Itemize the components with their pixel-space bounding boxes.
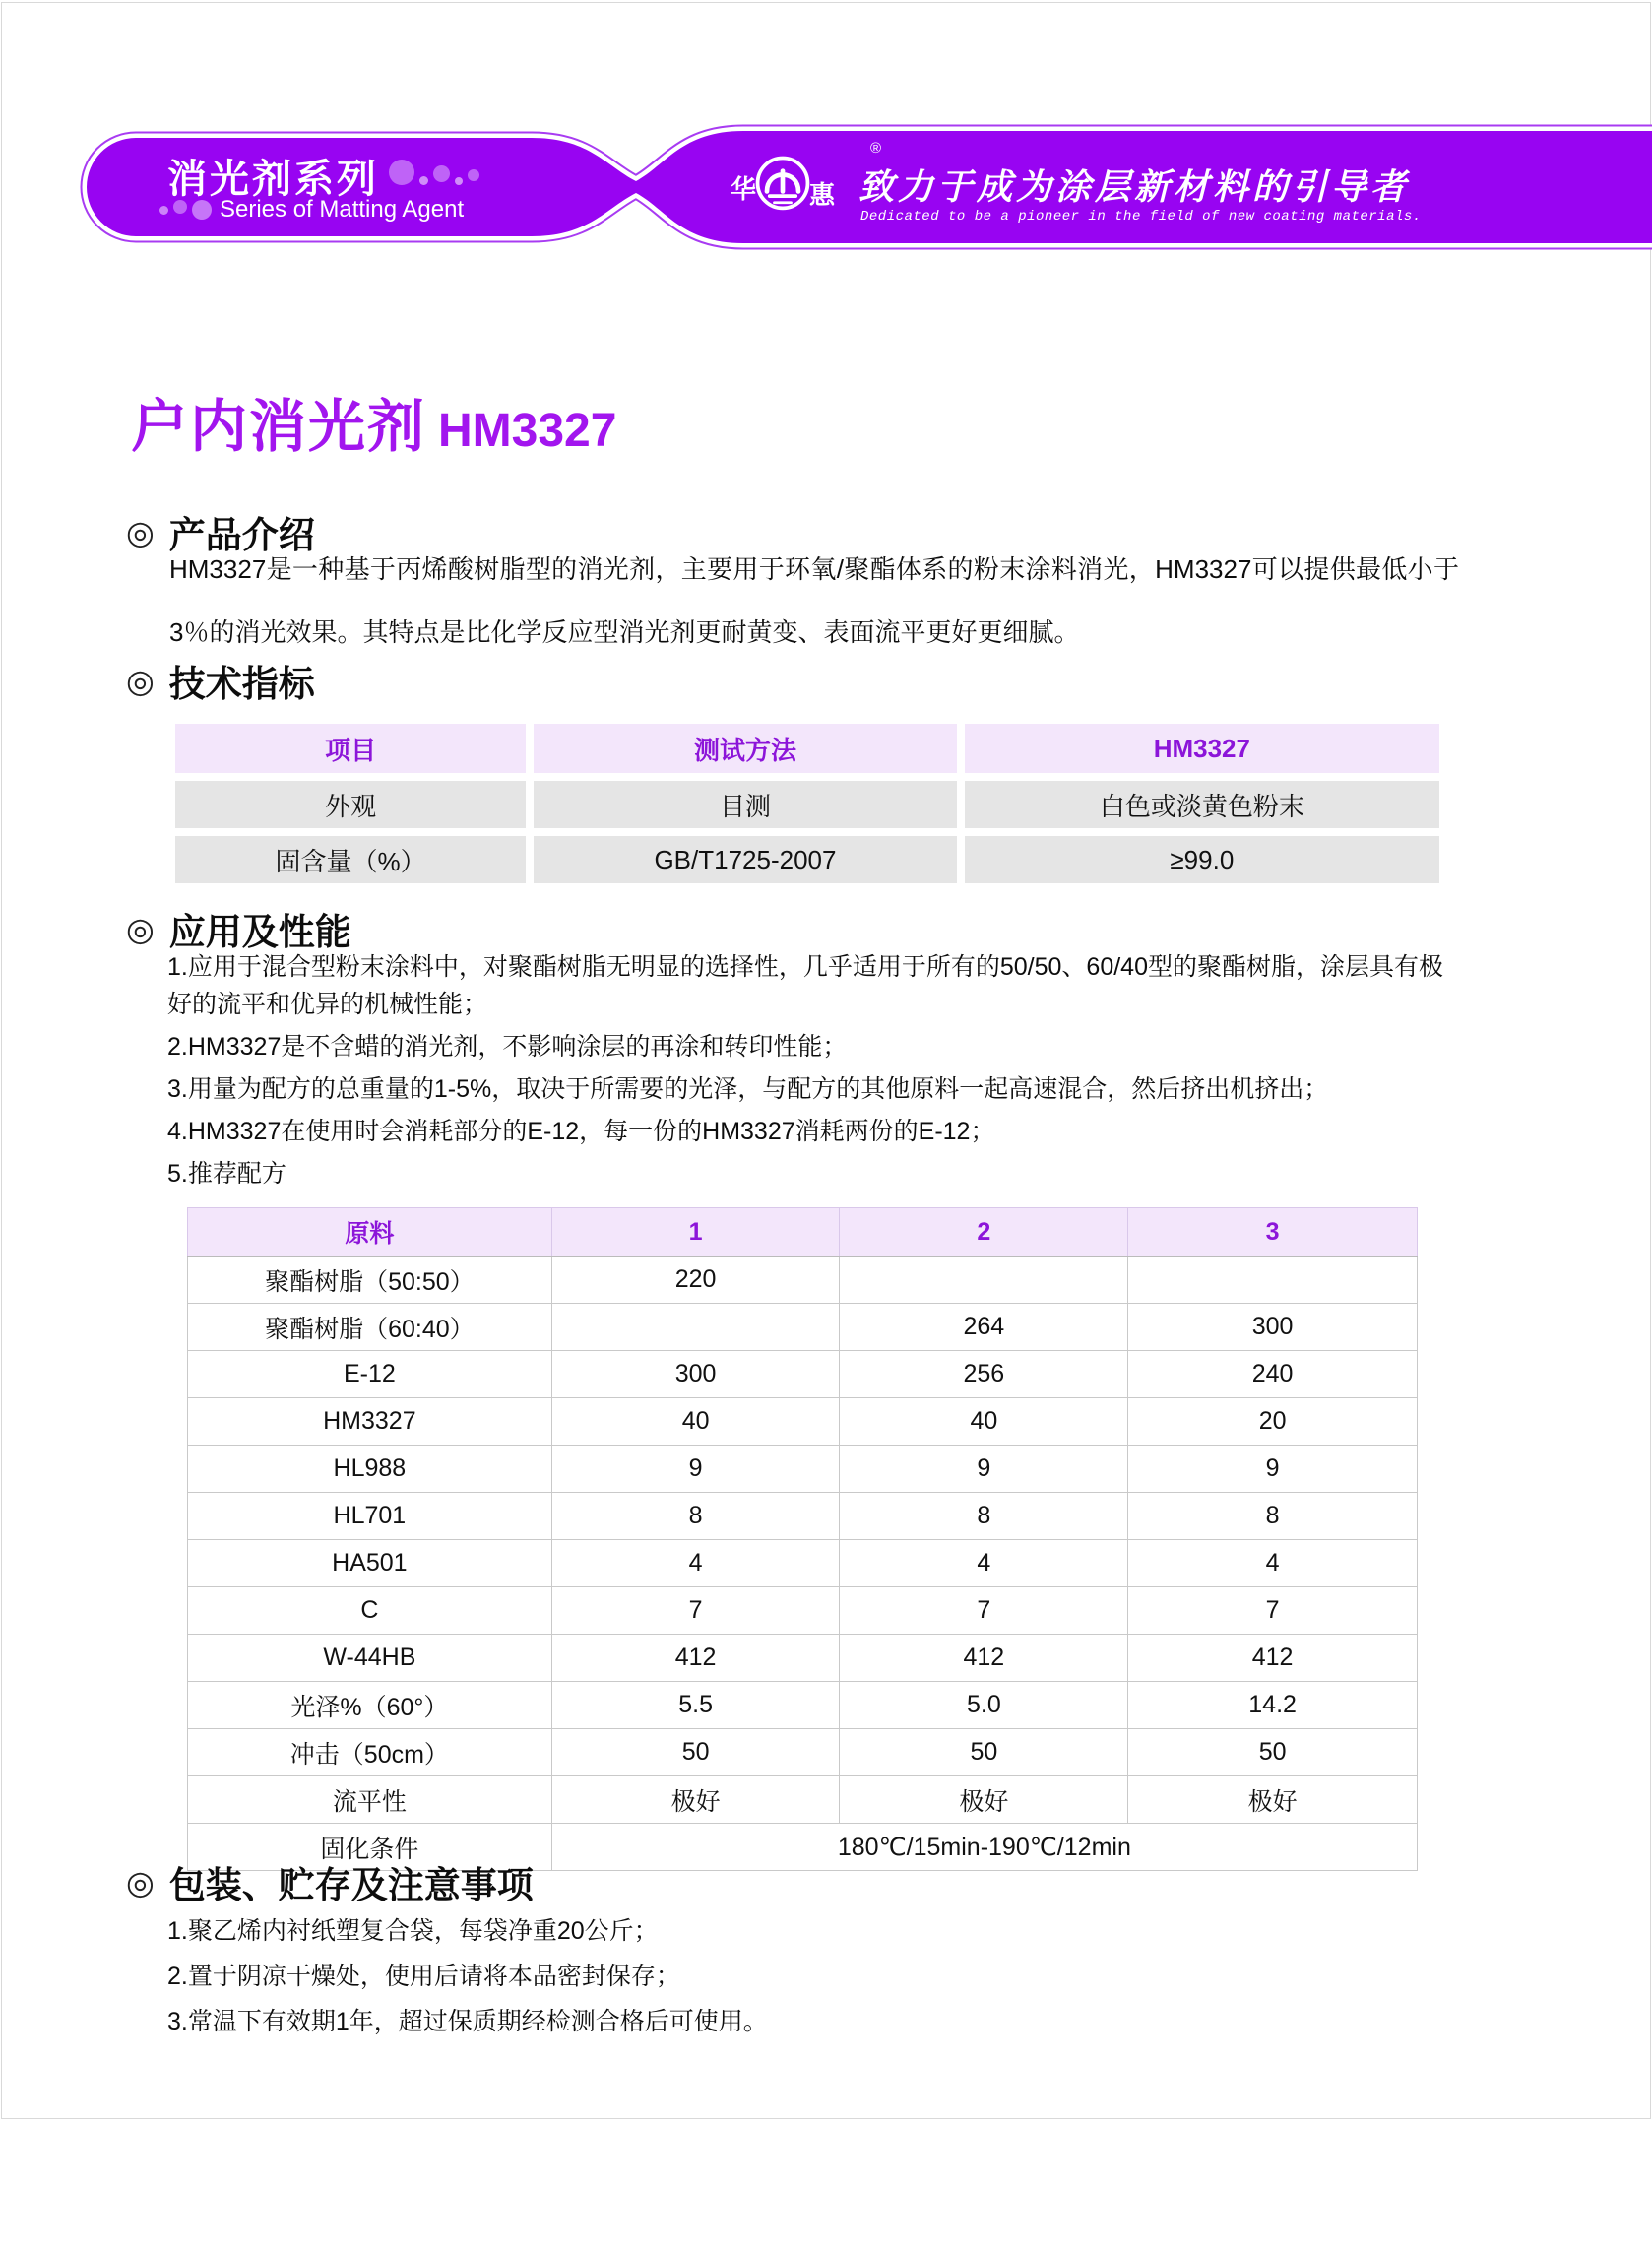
product-type: 户内消光剂 bbox=[131, 395, 427, 459]
product-code: HM3327 bbox=[438, 405, 617, 457]
table-cell: 聚酯树脂（60:40） bbox=[188, 1304, 552, 1351]
section-title: 技术指标 bbox=[168, 664, 315, 704]
specs-table bbox=[167, 716, 1447, 891]
table-cell: 9 bbox=[1128, 1446, 1418, 1493]
table-header-row bbox=[188, 1208, 1418, 1257]
intro-paragraph: HM3327是一种基于丙烯酸树脂型的消光剂，主要用于环氧/聚酯体系的粉末涂料消光，HM3327可以提供最低小于3％的消光效果。其特点是比化学反应型消光剂更耐黄变、表面流平更好更细腻。 bbox=[169, 554, 1459, 647]
section-title: 产品介绍 bbox=[168, 515, 315, 555]
table-row bbox=[188, 1776, 1418, 1824]
table-cell: 4 bbox=[1128, 1540, 1418, 1587]
section-bullet-icon: ◎ bbox=[126, 513, 155, 550]
table-cell: 7 bbox=[1128, 1587, 1418, 1635]
table-cell: 20 bbox=[1128, 1398, 1418, 1446]
section-bullet-icon: ◎ bbox=[126, 910, 155, 947]
column-header: 测试方法 bbox=[534, 724, 956, 773]
list-item: 2.HM3327是不含蜡的消光剂，不影响涂层的再涂和转印性能； bbox=[167, 1033, 848, 1061]
table-cell: 40 bbox=[840, 1398, 1128, 1446]
slogan-cn: 致力于成为涂层新材料的引导者 bbox=[858, 166, 1411, 208]
formula-table-body bbox=[188, 1257, 1418, 1824]
table-cell: 8 bbox=[1128, 1493, 1418, 1540]
series-subtitle: Series of Matting Agent bbox=[220, 196, 465, 223]
section-bullet-icon: ◎ bbox=[126, 1863, 155, 1901]
table-row bbox=[188, 1493, 1418, 1540]
table-cell: 256 bbox=[840, 1351, 1128, 1398]
dot bbox=[173, 200, 187, 214]
dot bbox=[455, 177, 463, 185]
molecule-dots-icon bbox=[389, 166, 479, 185]
table-row bbox=[188, 1682, 1418, 1729]
table-cell: 4 bbox=[840, 1540, 1128, 1587]
table-cell: HA501 bbox=[188, 1540, 552, 1587]
table-cell: 180℃/15min-190℃/12min bbox=[551, 1824, 1417, 1871]
table-cell: 冲击（50cm） bbox=[188, 1729, 552, 1776]
dot bbox=[389, 160, 414, 185]
section-heading-application bbox=[126, 902, 351, 955]
series-title: 消光剂系列 bbox=[167, 158, 379, 201]
table-cell: 聚酯树脂（50:50） bbox=[188, 1257, 552, 1304]
page-title bbox=[131, 380, 616, 463]
table-row bbox=[188, 1540, 1418, 1587]
table-row bbox=[188, 1304, 1418, 1351]
dot bbox=[433, 165, 450, 182]
table-cell: W-44HB bbox=[188, 1635, 552, 1682]
formula-table-head bbox=[188, 1208, 1418, 1257]
table-cell: 264 bbox=[840, 1304, 1128, 1351]
column-header: 2 bbox=[840, 1208, 1128, 1257]
table-cell: 8 bbox=[551, 1493, 840, 1540]
section-bullet-icon: ◎ bbox=[126, 662, 155, 699]
slogan-en: Dedicated to be a pioneer in the field of new coating materials. bbox=[860, 209, 1422, 225]
table-cell: HL701 bbox=[188, 1493, 552, 1540]
molecule-dots-icon bbox=[159, 200, 212, 220]
specs-table-body bbox=[175, 781, 1439, 883]
table-cell: 5.5 bbox=[551, 1682, 840, 1729]
table-cell: GB/T1725-2007 bbox=[534, 836, 956, 883]
series-subtitle-group bbox=[159, 196, 464, 224]
column-header: 3 bbox=[1128, 1208, 1418, 1257]
dot bbox=[419, 176, 428, 185]
table-cell bbox=[840, 1257, 1128, 1304]
table-cell: 5.0 bbox=[840, 1682, 1128, 1729]
table-cell: 白色或淡黄色粉末 bbox=[965, 781, 1439, 828]
table-row bbox=[188, 1446, 1418, 1493]
logo-char-left: 华 bbox=[731, 174, 757, 204]
table-row bbox=[175, 836, 1439, 883]
table-header-row bbox=[175, 724, 1439, 773]
table-cell: 固化条件 bbox=[188, 1824, 552, 1871]
table-cell: 目测 bbox=[534, 781, 956, 828]
table-cell: 412 bbox=[840, 1635, 1128, 1682]
table-cell: 220 bbox=[551, 1257, 840, 1304]
table-row bbox=[188, 1351, 1418, 1398]
table-cell: 7 bbox=[551, 1587, 840, 1635]
table-cell: 光泽%（60°） bbox=[188, 1682, 552, 1729]
table-row bbox=[175, 781, 1439, 828]
table-row bbox=[188, 1729, 1418, 1776]
list-item: 3.常温下有效期1年，超过保质期经检测合格后可使用。 bbox=[167, 2008, 768, 2035]
list-item: 1.聚乙烯内衬纸塑复合袋，每袋净重20公斤； bbox=[167, 1917, 659, 1945]
column-header: HM3327 bbox=[965, 724, 1439, 773]
registered-mark: ® bbox=[870, 140, 882, 157]
table-cell: ≥99.0 bbox=[965, 836, 1439, 883]
table-cell: 412 bbox=[1128, 1635, 1418, 1682]
formula-table bbox=[187, 1207, 1418, 1871]
dot bbox=[159, 206, 168, 215]
table-cell: 7 bbox=[840, 1587, 1128, 1635]
dot bbox=[468, 169, 479, 181]
table-cell: 40 bbox=[551, 1398, 840, 1446]
column-header: 1 bbox=[551, 1208, 840, 1257]
table-cell: 50 bbox=[551, 1729, 840, 1776]
table-cell: 50 bbox=[840, 1729, 1128, 1776]
packaging-list bbox=[167, 1908, 768, 2044]
logo-char-right: 惠 bbox=[809, 180, 836, 210]
table-cell: 412 bbox=[551, 1635, 840, 1682]
table-cell bbox=[551, 1304, 840, 1351]
table-cell: 固含量（%） bbox=[175, 836, 526, 883]
section-title: 包装、贮存及注意事项 bbox=[168, 1865, 534, 1905]
list-item: 4.HM3327在使用时会消耗部分的E-12，每一份的HM3327消耗两份的E-12； bbox=[167, 1118, 995, 1145]
table-cell: 极好 bbox=[840, 1776, 1128, 1824]
section-heading-packaging bbox=[126, 1855, 534, 1908]
section-heading-specs bbox=[126, 654, 315, 707]
table-cell: C bbox=[188, 1587, 552, 1635]
table-row bbox=[188, 1587, 1418, 1635]
table-cell: E-12 bbox=[188, 1351, 552, 1398]
table-cell: 14.2 bbox=[1128, 1682, 1418, 1729]
table-cell: 300 bbox=[1128, 1304, 1418, 1351]
application-list bbox=[167, 948, 1467, 1197]
table-cell: 50 bbox=[1128, 1729, 1418, 1776]
table-cell: 8 bbox=[840, 1493, 1128, 1540]
specs-table-head bbox=[175, 724, 1439, 773]
table-cell: HM3327 bbox=[188, 1398, 552, 1446]
column-header: 项目 bbox=[175, 724, 526, 773]
table-cell: 240 bbox=[1128, 1351, 1418, 1398]
list-item: 5.推荐配方 bbox=[167, 1160, 286, 1188]
table-cell: 4 bbox=[551, 1540, 840, 1587]
table-cell: 极好 bbox=[551, 1776, 840, 1824]
column-header: 原料 bbox=[188, 1208, 552, 1257]
table-cell: HL988 bbox=[188, 1446, 552, 1493]
table-row bbox=[188, 1635, 1418, 1682]
table-cell: 外观 bbox=[175, 781, 526, 828]
table-cell: 9 bbox=[840, 1446, 1128, 1493]
table-cell bbox=[1128, 1257, 1418, 1304]
section-title: 应用及性能 bbox=[168, 912, 351, 952]
table-cell: 极好 bbox=[1128, 1776, 1418, 1824]
dot bbox=[192, 200, 212, 220]
table-row bbox=[188, 1257, 1418, 1304]
list-item: 1.应用于混合型粉末涂料中，对聚酯树脂无明显的选择性，几乎适用于所有的50/50、60/40型的聚酯树脂，涂层具有极好的流平和优异的机械性能； bbox=[167, 953, 1443, 1018]
list-item: 3.用量为配方的总重量的1-5%，取决于所需要的光泽，与配方的其他原料一起高速混合，然后挤出机挤出； bbox=[167, 1075, 1329, 1103]
table-cell: 流平性 bbox=[188, 1776, 552, 1824]
company-logo bbox=[731, 150, 835, 215]
table-row bbox=[188, 1398, 1418, 1446]
huahui-logo-icon bbox=[750, 150, 815, 215]
list-item: 2.置于阴凉干燥处，使用后请将本品密封保存； bbox=[167, 1963, 680, 1990]
table-cell: 9 bbox=[551, 1446, 840, 1493]
table-cell: 300 bbox=[551, 1351, 840, 1398]
